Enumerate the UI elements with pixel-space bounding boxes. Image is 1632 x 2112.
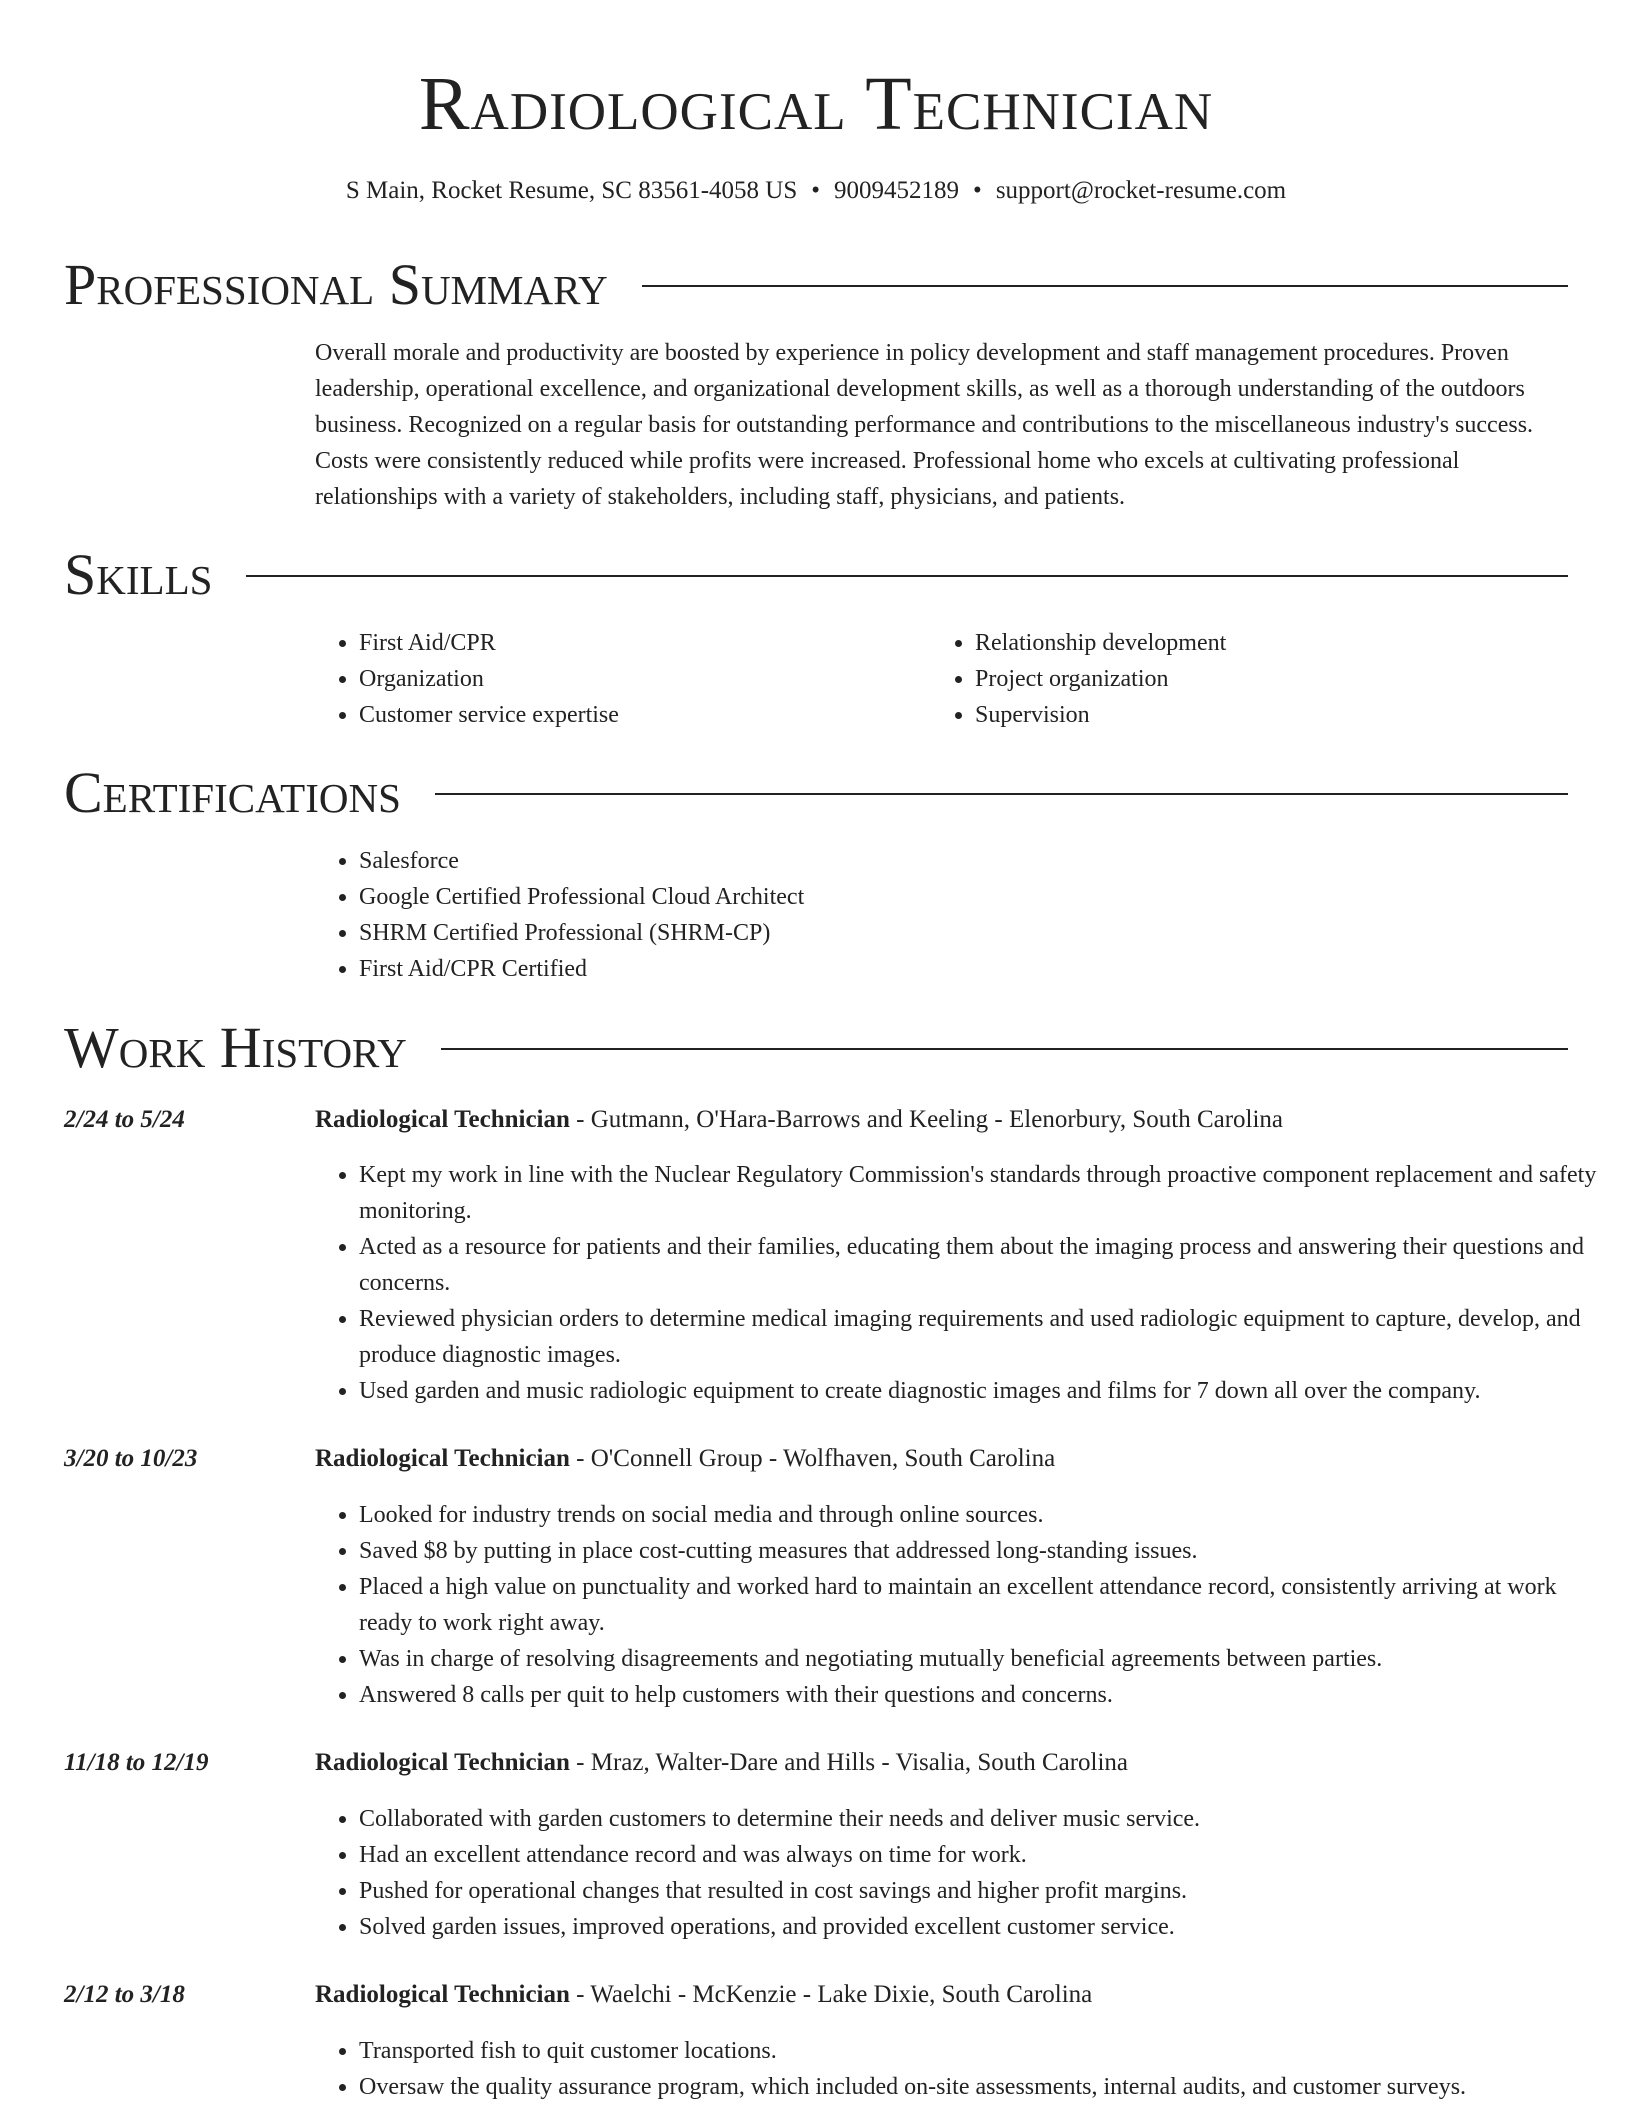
section-divider — [246, 575, 1568, 577]
contact-separator: • — [811, 177, 821, 204]
job-header — [315, 1104, 1283, 1136]
job-bullet: • Kept my work in line with the Nuclear Regulatory Commission's standards through proactive component replacement and safety monitoring. — [359, 1157, 1615, 1229]
job-header — [315, 1747, 1128, 1779]
job-employer: - O'Connell Group - Wolfhaven, South Carolina — [569, 1445, 1056, 1472]
job-employer: - Gutmann, O'Hara-Barrows and Keeling - Elenorbury, South Carolina — [569, 1106, 1284, 1133]
job-employer: - Waelchi - McKenzie - Lake Dixie, South Carolina — [569, 1981, 1093, 2008]
summary-section-header — [64, 250, 1568, 320]
certification-item: • First Aid/CPR Certified — [359, 951, 1571, 987]
job-bullet: • Transported fish to quit customer locations. — [359, 2033, 1615, 2069]
job-bullets — [315, 1497, 1615, 1713]
job-dates: 2/24 to 5/24 — [64, 1106, 185, 1133]
contact-email[interactable]: support@rocket-resume.com — [995, 177, 1287, 204]
job-header — [315, 1443, 1055, 1475]
job-bullets — [315, 2033, 1615, 2105]
contact-line — [0, 176, 1632, 206]
job-bullet: • Saved $8 by putting in place cost-cutting measures that addressed long-standing issues. — [359, 1533, 1615, 1569]
job-bullet: • Used garden and music radiologic equipment to create diagnostic images and films for 7 down all over the company. — [359, 1373, 1615, 1409]
job-dates: 3/20 to 10/23 — [64, 1445, 198, 1472]
job-bullet: • Acted as a resource for patients and their families, educating them about the imaging process and answering their questions and concerns. — [359, 1229, 1615, 1301]
job-bullets — [315, 1157, 1615, 1409]
skill-item: • Supervision — [975, 697, 1575, 733]
job-bullet: • Solved garden issues, improved operations, and provided excellent customer service. — [359, 1909, 1615, 1945]
job-bullet: • Looked for industry trends on social media and through online sources. — [359, 1497, 1615, 1533]
skill-item: • Relationship development — [975, 625, 1575, 661]
job-dates: 2/12 to 3/18 — [64, 1981, 185, 2008]
contact-separator: • — [973, 177, 982, 204]
candidate-name: Radiological Technician — [418, 62, 1214, 146]
job-title: Radiological Technician — [315, 1445, 570, 1472]
certifications-section-header — [64, 758, 1568, 828]
contact-phone: 9009452189 — [834, 177, 960, 204]
certifications-heading: Certifications — [64, 760, 401, 825]
job-bullet: • Collaborated with garden customers to determine their needs and deliver music service. — [359, 1801, 1615, 1837]
job-header — [315, 1979, 1092, 2011]
section-divider — [642, 285, 1568, 287]
job-bullet: • Pushed for operational changes that resulted in cost savings and higher profit margins. — [359, 1873, 1615, 1909]
skill-item: • Customer service expertise — [359, 697, 919, 733]
skills-list-right — [931, 625, 1575, 733]
section-divider — [435, 793, 1568, 795]
certification-item: • Google Certified Professional Cloud Architect — [359, 879, 1571, 915]
certifications-list — [315, 843, 1571, 987]
job-bullet: • Answered 8 calls per quit to help customers with their questions and concerns. — [359, 1677, 1615, 1713]
job-title: Radiological Technician — [315, 1749, 570, 1776]
job-bullet: • Was in charge of resolving disagreements and negotiating mutually beneficial agreements between parties. — [359, 1641, 1615, 1677]
job-bullet: • Had an excellent attendance record and was always on time for work. — [359, 1837, 1615, 1873]
job-bullet: • Placed a high value on punctuality and worked hard to maintain an excellent attendance record, consistently arriving at work ready to work right away. — [359, 1569, 1615, 1641]
summary-heading: Professional Summary — [64, 252, 608, 317]
job-dates: 11/18 to 12/19 — [64, 1749, 209, 1776]
skills-heading: Skills — [64, 542, 213, 607]
skill-item: • Project organization — [975, 661, 1575, 697]
job-bullets — [315, 1801, 1615, 1945]
job-title: Radiological Technician — [315, 1106, 570, 1133]
skill-item: • Organization — [359, 661, 919, 697]
job-employer: - Mraz, Walter-Dare and Hills - Visalia, South Carolina — [569, 1749, 1129, 1776]
job-title: Radiological Technician — [315, 1981, 570, 2008]
work-section-header — [64, 1013, 1568, 1083]
section-divider — [441, 1048, 1568, 1050]
skills-section-header — [64, 540, 1568, 610]
certification-item: • SHRM Certified Professional (SHRM-CP) — [359, 915, 1571, 951]
job-bullet: • Oversaw the quality assurance program, which included on-site assessments, internal audits, and customer surveys. — [359, 2069, 1615, 2105]
job-bullet: • Reviewed physician orders to determine medical imaging requirements and used radiologic equipment to capture, develop, and produce diagnostic images. — [359, 1301, 1615, 1373]
skills-list-left — [315, 625, 919, 733]
certification-item: • Salesforce — [359, 843, 1571, 879]
skill-item: • First Aid/CPR — [359, 625, 919, 661]
summary-text: Overall morale and productivity are boosted by experience in policy development and staff management procedures. Proven leadership, operational excellence, and organizational development skills, as well as a thorough understanding of the outdoors business. Recognized on a regular basis for outstanding performance and contributions to the miscellaneous industry's success. Costs were consistently reduced while profits were increased. Professional home who excels at cultivating professional relationships with a variety of stakeholders, including staff, physicians, and patients. — [315, 340, 1534, 510]
work-heading: Work History — [64, 1015, 407, 1080]
contact-address: S Main, Rocket Resume, SC 83561-4058 US — [345, 177, 798, 204]
